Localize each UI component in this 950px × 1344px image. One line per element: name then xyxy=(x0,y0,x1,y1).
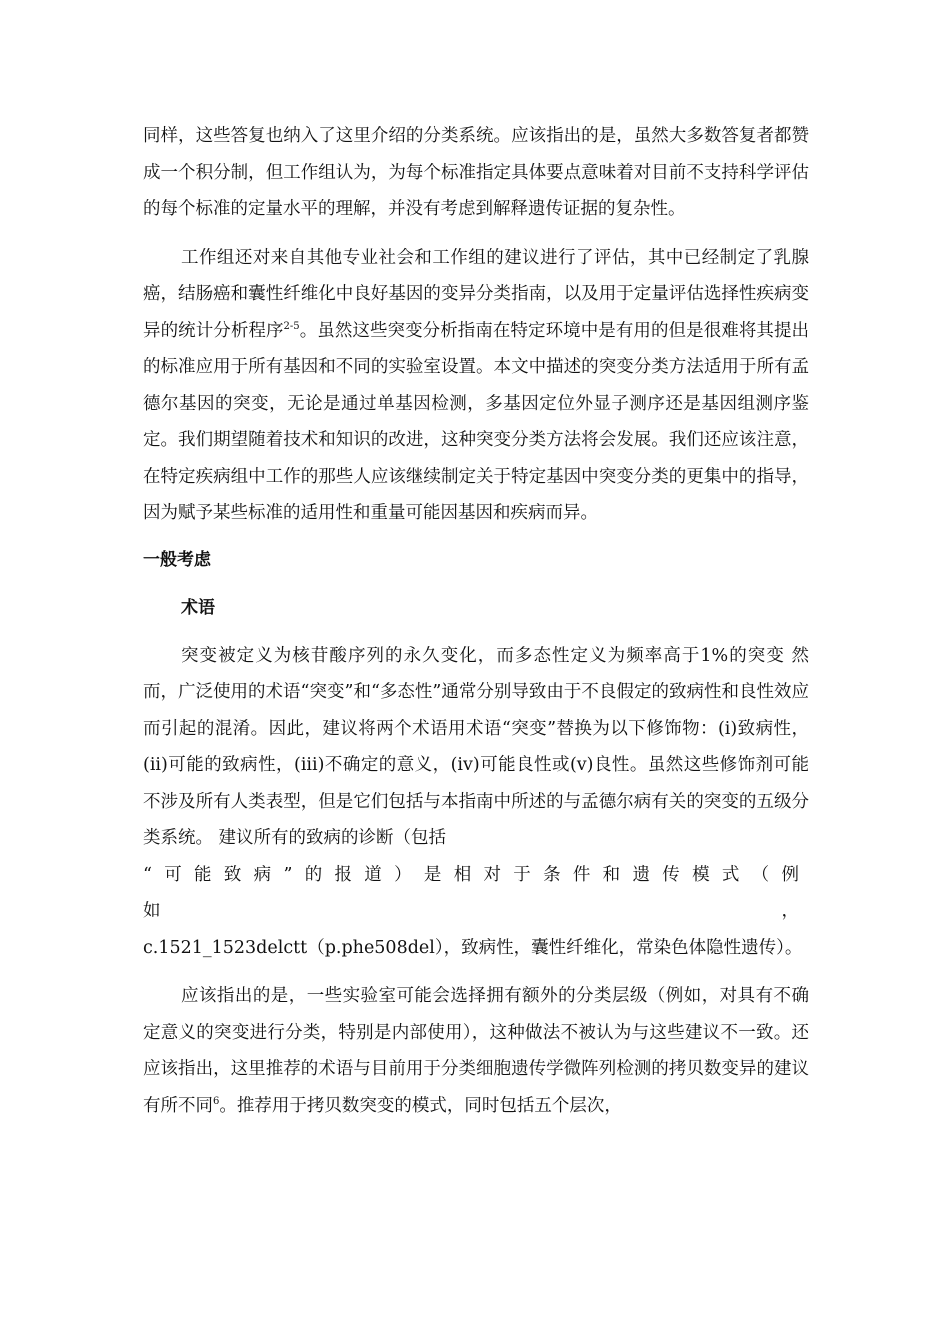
citation-ref-6: 6 xyxy=(213,1095,220,1107)
subsection-heading-terminology: 术语 xyxy=(181,597,215,618)
document-page xyxy=(143,118,809,1124)
paragraph-3-text-b: c.1521_1523delctt（p.phe508del），致病性，囊性纤维化，常染色体隐性遗传）。 xyxy=(143,937,803,958)
paragraph-3-spread-line: “可能致病”的报道）是相对于条件和遗传模式（例如， xyxy=(143,864,809,921)
paragraph-1-text: 同样，这些答复也纳入了这里介绍的分类系统。应该指出的是，虽然大多数答复者都赞成一个积分制，但工作组认为，为每个标准指定具体要点意味着对目前不支持科学评估的每个标准的定量水平的理解，并没有考虑到解释遗传证据的复杂性。 xyxy=(143,126,809,219)
paragraph-1 xyxy=(143,118,809,228)
paragraph-3-text-a: 突变被定义为核苷酸序列的永久变化，而多态性定义为频率高于1%的突变 然而，广泛使用的术语“突变”和“多态性”通常分别导致由于不良假定的致病性和良性效应而引起的混淆。因此，建议将两个术语用术语“突变”替换为以下修饰物：(i)致病性，(ii)可能的致病性，(iii)不确定的意义，(iv)可能良性或(v)良性。虽然这些修饰剂可能不涉及所有人类表型，但是它们包括与本指南中所述的与孟德尔病有关的突变的五级分类系统。 建议所有的致病的诊断（包括 xyxy=(143,645,809,848)
paragraph-4 xyxy=(143,978,809,1124)
paragraph-3 xyxy=(143,638,809,967)
paragraph-2-text-a: 工作组还对来自其他专业社会和工作组的建议进行了评估，其中已经制定了乳腺癌，结肠癌和囊性纤维化中良好基因的变异分类指南，以及用于定量评估选择性疾病变异的统计分析程序 xyxy=(143,247,809,341)
paragraph-2 xyxy=(143,240,809,532)
section-heading-general: 一般考虑 xyxy=(143,549,211,570)
paragraph-4-text-a: 应该指出的是，一些实验室可能会选择拥有额外的分类层级（例如，对具有不确定意义的突变进行分类，特别是内部使用），这种做法不被认为与这些建议不一致。还应该指出，这里推荐的术语与目前用于分类细胞遗传学微阵列检测的拷贝数变异的建议有所不同 xyxy=(143,986,809,1116)
citation-ref-2-5: 2-5 xyxy=(283,320,300,332)
paragraph-4-text-b: 。推荐用于拷贝数突变的模式，同时包括五个层次， xyxy=(219,1095,622,1116)
paragraph-2-text-b: 。虽然这些突变分析指南在特定环境中是有用的但是很难将其提出的标准应用于所有基因和不同的实验室设置。本文中描述的突变分类方法适用于所有孟德尔基因的突变，无论是通过单基因检测，多基因定位外显子测序还是基因组测序鉴定。我们期望随着技术和知识的改进，这种突变分类方法将会发展。我们还应该注意，在特定疾病组中工作的那些人应该继续制定关于特定基因中突变分类的更集中的指导，因为赋予某些标准的适用性和重量可能因基因和疾病而异。 xyxy=(143,320,810,523)
